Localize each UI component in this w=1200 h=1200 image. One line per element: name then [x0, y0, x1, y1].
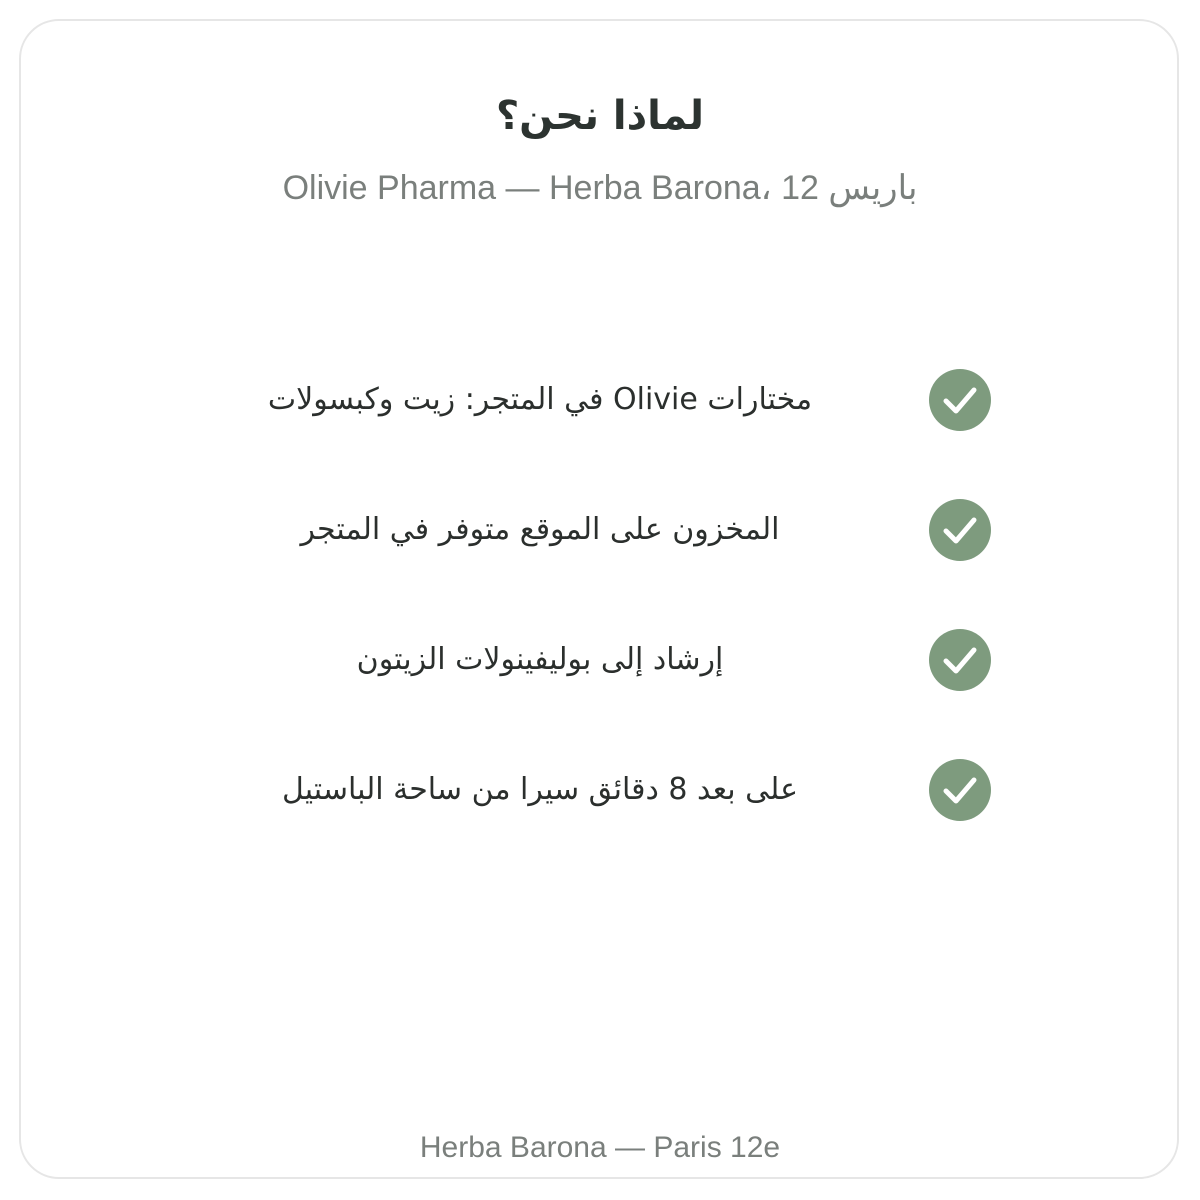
check-circle-icon [929, 629, 991, 691]
check-circle-icon [929, 499, 991, 561]
feature-text: على بعد 8 دقائق سيرا من ساحة الباستيل [282, 772, 798, 807]
page-title: لماذا نحن؟ [495, 93, 705, 139]
feature-text: مختارات Olivie في المتجر: زيت وكبسولات [267, 382, 813, 417]
feature-text: المخزون على الموقع متوفر في المتجر [300, 512, 780, 547]
check-circle-icon [929, 759, 991, 821]
feature-item [0, 498, 1200, 562]
footer-text: Herba Barona — Paris 12e [419, 1131, 781, 1164]
feature-text: إرشاد إلى بوليفينولات الزيتون [356, 642, 724, 677]
feature-item [0, 368, 1200, 432]
page-subtitle: Olivie Pharma — Herba Barona، 12 باريس [282, 169, 918, 207]
feature-item [0, 758, 1200, 822]
feature-item [0, 628, 1200, 692]
check-circle-icon [929, 369, 991, 431]
